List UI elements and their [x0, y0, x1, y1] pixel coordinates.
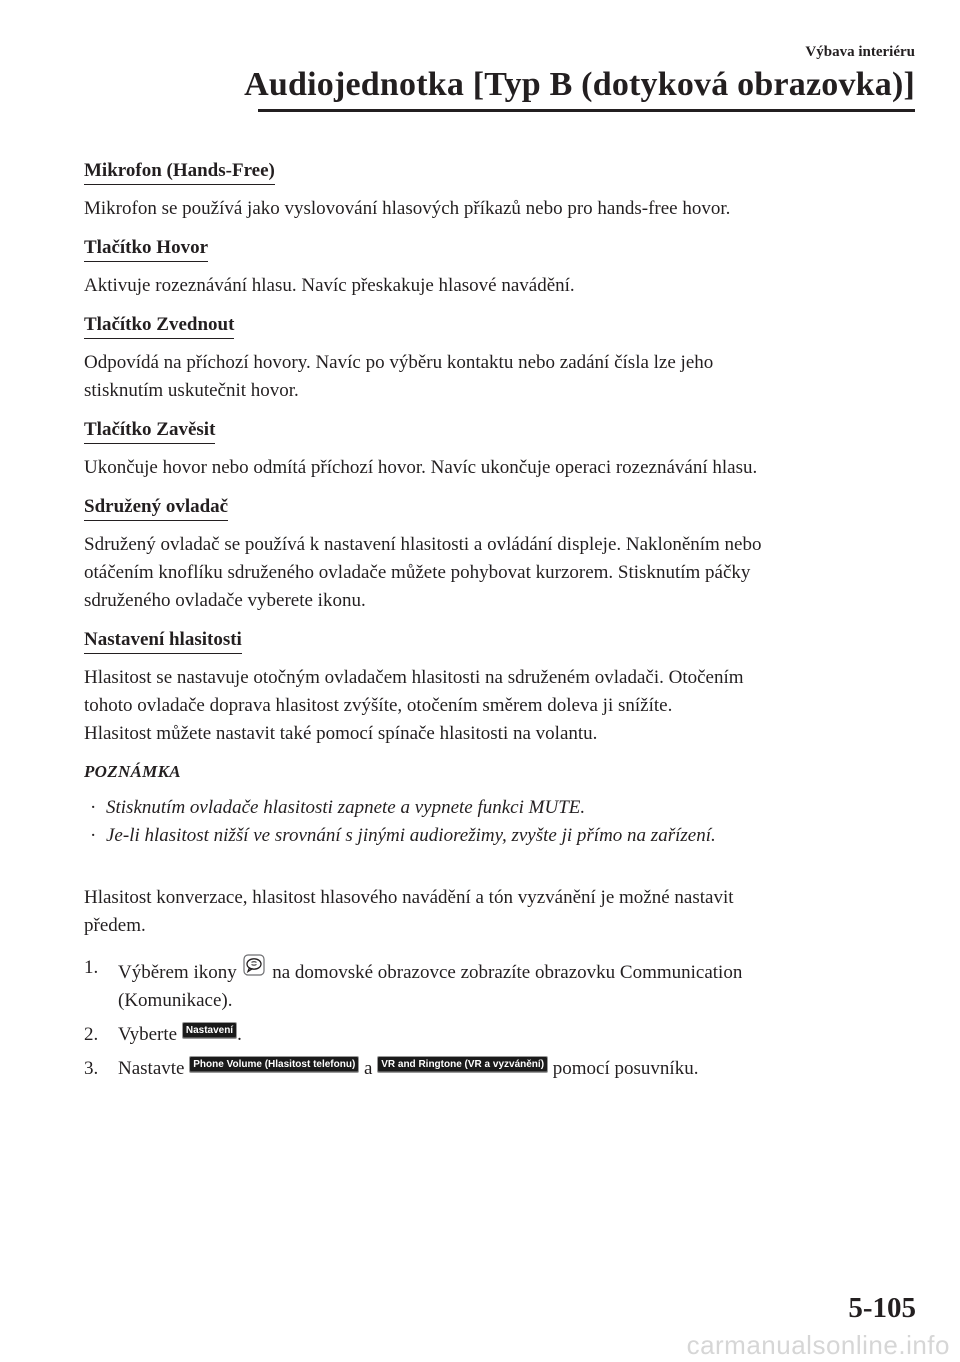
text-line: Hlasitost se nastavuje otočným ovladačem hlasitosti na sdruženém ovladači. Otočením	[84, 667, 744, 688]
preset-paragraph	[84, 884, 904, 940]
step-number: 2.	[84, 1024, 99, 1045]
section-text	[84, 531, 904, 615]
step-text: Výběrem ikony	[118, 962, 237, 983]
bullet-icon: ·	[90, 797, 97, 818]
note-text: Je-li hlasitost nižší ve srovnání s jinými audiorežimy, zvyšte ji přímo na zařízení.	[106, 825, 716, 846]
step-text: a	[364, 1058, 373, 1079]
text-line: Hlasitost konverzace, hlasitost hlasového navádění a tón vyzvánění je možné nastavit	[84, 887, 734, 908]
content	[84, 160, 904, 1089]
steps-list	[84, 954, 904, 1083]
step-item	[84, 954, 904, 1015]
settings-chip: Nastavení	[182, 1022, 237, 1039]
section-heading: Mikrofon (Hands-Free)	[84, 160, 275, 185]
section-pickup-button	[84, 314, 904, 405]
section-text	[84, 195, 904, 223]
text-line: Sdružený ovladač se používá k nastavení hlasitosti a ovládání displeje. Nakloněním nebo	[84, 534, 762, 555]
text-line: sdruženého ovladače vyberete ikonu.	[84, 590, 366, 611]
step-text: pomocí posuvníku.	[552, 1058, 699, 1079]
step-text: .	[237, 1024, 242, 1045]
text-line: otáčením knoflíku sdruženého ovladače můžete pohybovat kurzorem. Stisknutím páčky	[84, 562, 751, 583]
text-line: Aktivuje rozeznávání hlasu. Navíc přeskakuje hlasové navádění.	[84, 275, 575, 296]
phone-volume-chip: Phone Volume (Hlasitost telefonu)	[189, 1056, 359, 1073]
note-text: Stisknutím ovladače hlasitosti zapnete a vypnete funkci MUTE.	[106, 797, 586, 818]
note-label: POZNÁMKA	[84, 762, 181, 781]
step-number: 3.	[84, 1058, 99, 1079]
bullet-icon: ·	[90, 825, 97, 846]
section-hangup-button	[84, 419, 904, 482]
note-item	[84, 794, 904, 822]
section-commander-knob	[84, 496, 904, 615]
page-title: Audiojednotka [Typ B (dotyková obrazovka)]	[244, 66, 915, 103]
step-number: 1.	[84, 957, 99, 978]
step-text: Vyberte	[118, 1024, 178, 1045]
vr-ringtone-chip: VR and Ringtone (VR a vyzvánění)	[377, 1056, 548, 1073]
page-number: 5-105	[848, 1292, 916, 1324]
section-text	[84, 349, 904, 405]
note-list	[84, 794, 904, 850]
watermark: carmanualsonline.info	[686, 1330, 950, 1360]
section-talk-button	[84, 237, 904, 300]
step-text: na domovské obrazovce zobrazíte obrazovku Communication	[272, 962, 743, 983]
section-heading: Tlačítko Hovor	[84, 237, 208, 262]
header-rule	[258, 109, 915, 112]
step-text: Nastavte	[118, 1058, 185, 1079]
section-text	[84, 272, 904, 300]
section-heading: Nastavení hlasitosti	[84, 629, 242, 654]
text-line: stisknutím uskutečnit hovor.	[84, 380, 299, 401]
step-item	[84, 1055, 904, 1083]
communication-icon	[243, 954, 265, 976]
text-line: Odpovídá na příchozí hovory. Navíc po výběru kontaktu nebo zadání čísla lze jeho	[84, 352, 714, 373]
section-text	[84, 664, 904, 748]
text-line: Mikrofon se používá jako vyslovování hlasových příkazů nebo pro hands-free hovor.	[84, 198, 731, 219]
step-text: (Komunikace).	[118, 990, 233, 1011]
section-heading: Sdružený ovladač	[84, 496, 228, 521]
step-item	[84, 1021, 904, 1049]
text-line: tohoto ovladače doprava hlasitost zvýšíte, otočením směrem doleva ji snížíte.	[84, 695, 673, 716]
text-line: předem.	[84, 915, 146, 936]
text-line: Ukončuje hovor nebo odmítá příchozí hovor. Navíc ukončuje operaci rozeznávání hlasu.	[84, 457, 758, 478]
note-item	[84, 822, 904, 850]
section-heading: Tlačítko Zvednout	[84, 314, 234, 339]
chapter-label: Výbava interiéru	[805, 44, 915, 60]
section-text	[84, 454, 904, 482]
text-line: Hlasitost můžete nastavit také pomocí spínače hlasitosti na volantu.	[84, 723, 598, 744]
section-heading: Tlačítko Zavěsit	[84, 419, 215, 444]
section-microphone	[84, 160, 904, 223]
section-volume	[84, 629, 904, 748]
